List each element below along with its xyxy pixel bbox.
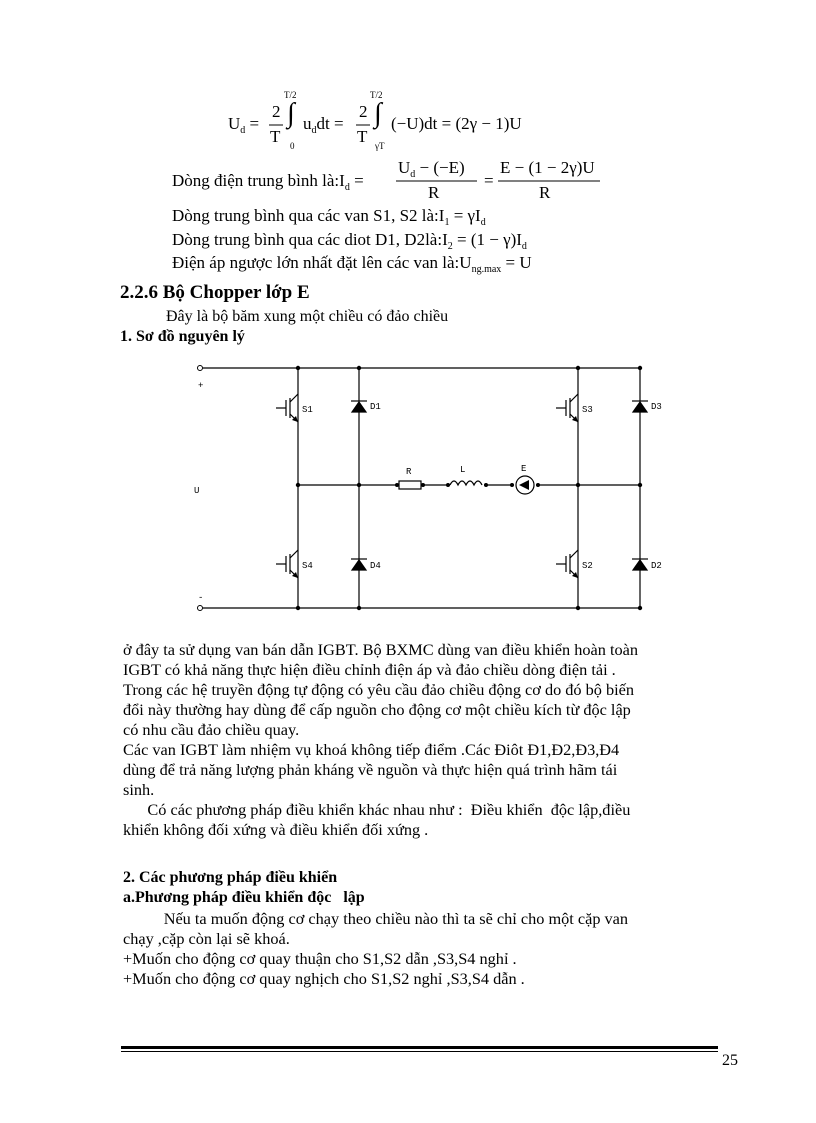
paragraph-line: dùng để trả năng lượng phản kháng về nguồn và thực hiện quá trình hãm tái xyxy=(123,760,618,779)
formula-ud-frac1-num: 2 xyxy=(272,102,281,121)
formula-i1: Dòng trung bình qua các van S1, S2 $là:I_1 = \gamma I_d$ xyxy=(172,206,486,228)
diode-label: D1 xyxy=(370,402,381,412)
formula-ud-integrand2: (−U)dt = (2γ − 1)U xyxy=(391,114,522,133)
inductor-label: L xyxy=(460,465,466,475)
formula-id-equals: = xyxy=(484,171,494,190)
formula-id-frac1-num: $U_d - (-E)$ xyxy=(398,158,465,180)
switch-label: S3 xyxy=(582,405,593,415)
paragraph-line: +Muốn cho động cơ quay thuận cho S1,S2 dẫn ,S3,S4 nghỉ . xyxy=(123,949,517,968)
diode-label: D3 xyxy=(651,402,662,412)
resistor-label: R xyxy=(406,467,412,477)
paragraph-line: Có các phương pháp điều khiển khác nhau như : Điều khiển độc lập,điều xyxy=(123,800,631,819)
formula-ud-int1-upper: T/2 xyxy=(284,90,297,100)
formula-ud-int1-lower: 0 xyxy=(290,141,295,151)
subsection-title-2a: a.Phương pháp điều khiển độc lập xyxy=(123,889,365,906)
emf-label: E xyxy=(521,464,527,474)
formula-i2: Dòng trung bình qua các diot D1, $D2là:I_2 = (1 - \gamma)I_d$ xyxy=(172,230,527,252)
section-title: 2.2.6 Bộ Chopper lớp E xyxy=(120,282,310,303)
formula-id-label: Dòng điện trung bình $là:I_d$ = xyxy=(172,171,364,193)
paragraph-line: Trong các hệ truyền động tự động có yêu cầu đảo chiều động cơ do đó bộ biến xyxy=(123,680,635,699)
page-number: 25 xyxy=(722,1052,738,1069)
formula-id-frac2-num: E − (1 − 2γ)U xyxy=(500,158,595,177)
minus-terminal-label: - xyxy=(198,593,204,603)
paragraph-line: đổi này thường hay dùng để cấp nguồn cho động cơ một chiều kích từ độc lập xyxy=(123,700,631,719)
formula-ud-frac2-den: T xyxy=(357,127,368,146)
diode-label: D4 xyxy=(370,561,381,571)
paragraph-line: Nếu ta muốn động cơ chạy theo chiều nào thì ta sẽ chỉ cho một cặp van xyxy=(123,909,629,928)
paragraph-line: Các van IGBT làm nhiệm vụ khoá không tiếp điểm .Các Điôt Đ1,Đ2,Đ3,Đ4 xyxy=(123,740,620,759)
diode-label: D2 xyxy=(651,561,662,571)
integral-icon: ∫ xyxy=(374,98,382,129)
formula-ud-lhs: $U_d$ = xyxy=(228,114,260,136)
paragraph-line: chạy ,cặp còn lại sẽ khoá. xyxy=(123,929,290,948)
switch-label: S2 xyxy=(582,561,593,571)
formula-id-frac1-den: R xyxy=(428,183,440,202)
paragraph-line: sinh. xyxy=(123,780,155,799)
formula-ud-frac1-den: T xyxy=(270,127,281,146)
section-intro: Đây là bộ băm xung một chiều có đảo chiều xyxy=(166,308,449,325)
paragraph-line: khiển không đối xứng và điều khiển đối xứng . xyxy=(123,820,429,839)
source-label: U xyxy=(194,486,200,496)
integral-icon: ∫ xyxy=(287,98,295,129)
formula-ud-int2-lower: γT xyxy=(375,141,385,151)
formula-id-frac2-den: R xyxy=(539,183,551,202)
paragraph-line: ở đây ta sử dụng van bán dẫn IGBT. Bộ BXMC dùng van điều khiển hoàn toàn xyxy=(123,640,638,659)
paragraph-line: IGBT có khả năng thực hiện điều chỉnh điện áp và đảo chiều dòng điện tải . xyxy=(123,660,616,679)
paragraph-line: +Muốn cho động cơ quay nghịch cho S1,S2 nghỉ ,S3,S4 dẫn . xyxy=(123,969,525,988)
formula-ud-frac2-num: 2 xyxy=(359,102,368,121)
formula-ung: Điện áp ngược lớn nhất đặt lên các van $là:U_{ng.max} = U$ xyxy=(172,253,532,275)
subsection-title-1: 1. Sơ đồ nguyên lý xyxy=(120,328,245,345)
plus-terminal-label: + xyxy=(198,381,204,391)
paragraph-line: có nhu cầu đảo chiều quay. xyxy=(123,720,300,739)
formula-ud-int2-upper: T/2 xyxy=(370,90,383,100)
switch-label: S4 xyxy=(302,561,313,571)
switch-label: S1 xyxy=(302,405,313,415)
subsection-title-2: 2. Các phương pháp điều khiển xyxy=(123,869,338,886)
formula-ud-integrand1: $u_ddt$ = xyxy=(303,114,344,136)
